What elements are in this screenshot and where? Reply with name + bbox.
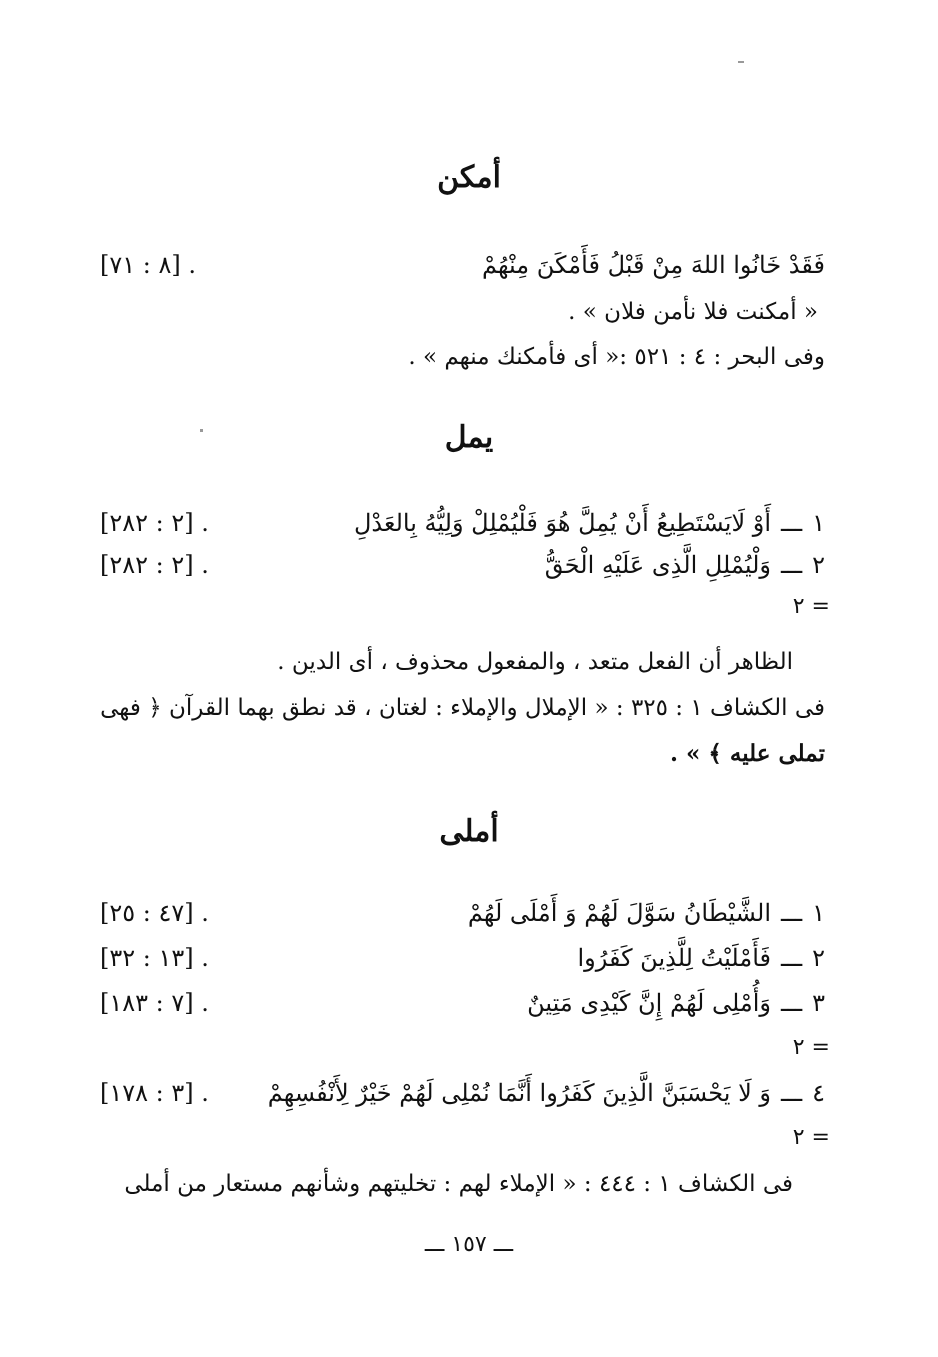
verse-reference: [٤٧ : ٢٥] .: [100, 899, 209, 927]
verse-text: وَأُمْلِى لَهُمْ إِنَّ كَيْدِى مَتِينٌ: [527, 989, 772, 1017]
note-line: فى الكشاف ١ : ٤٤٤ : « الإملاء لهم : تخليتهم وشأنهم مستعار من أملى: [124, 1171, 793, 1197]
verse-number: ٢: [812, 551, 825, 579]
page-number: ـــ ١٥٧ ـــ: [424, 1232, 514, 1257]
verse-text: فَأَمْلَيْتُ لِلَّذِينَ كَفَرُوا: [577, 944, 772, 972]
verse-line: [100, 503, 825, 543]
note-line: وفى البحر : ٤ : ٥٢١ :« أى فأمكنك منهم » .: [408, 344, 825, 370]
scan-speck: [738, 61, 744, 63]
verse-number: ٣: [812, 989, 825, 1017]
verse-dash: ـــ: [781, 989, 803, 1017]
verse-dash: ـــ: [781, 509, 803, 537]
verse-reference: [٣ : ١٧٨] .: [100, 1079, 209, 1107]
verse-reference: [٨ : ٧١] .: [100, 251, 197, 279]
verse-line: [100, 245, 825, 285]
verse-dash: ـــ: [781, 551, 803, 579]
equals-marker: = ٢: [792, 1125, 830, 1150]
verse-text: فَقَدْ خَانُوا اللهَ مِنْ قَبْلُ فَأَمْكَنَ مِنْهُمْ: [482, 251, 825, 279]
verse-line: [100, 893, 825, 933]
equals-marker: = ٢: [792, 594, 830, 619]
section-title-amkan: أمكن: [437, 160, 501, 195]
verse-text: وَلْيُمْلِلِ الَّذِى عَلَيْهِ الْحَقُّ: [544, 551, 772, 579]
verse-reference: [١٣ : ٣٢] .: [100, 944, 209, 972]
verse-text: وَ لَا يَحْسَبَنَّ الَّذِينَ كَفَرُوا أَنَّمَا نُمْلِى لَهُمْ خَيْرٌ لِأَنْفُسِهِمْ: [267, 1079, 772, 1107]
verse-number: ١: [812, 899, 825, 927]
verse-line: [100, 983, 825, 1023]
verse-line: [100, 938, 825, 978]
note-line: الظاهر أن الفعل متعد ، والمفعول محذوف ، أى الدين .: [277, 649, 793, 675]
section-title-yamil: يمل: [444, 420, 494, 455]
verse-line: [100, 1073, 825, 1113]
verse-number: ٤: [812, 1079, 825, 1107]
verse-text: الشَّيْطَانُ سَوَّلَ لَهُمْ وَ أَمْلَى لَهُمْ: [467, 899, 772, 927]
verse-number: ٢: [812, 944, 825, 972]
verse-dash: ـــ: [781, 944, 803, 972]
verse-reference: [٢ : ٢٨٢] .: [100, 551, 209, 579]
verse-line: [100, 545, 825, 585]
verse-number: ١: [812, 509, 825, 537]
note-line: تملى عليه ﴾ » .: [670, 740, 825, 767]
section-title-amla: أملى: [439, 814, 499, 849]
equals-marker: = ٢: [792, 1035, 830, 1060]
note-line: « أمكنت فلا نأمن فلان » .: [568, 299, 818, 325]
verse-dash: ـــ: [781, 1079, 803, 1107]
verse-reference: [٢ : ٢٨٢] .: [100, 509, 209, 537]
scan-speck: [200, 429, 203, 432]
verse-text: أَوْ لَايَسْتَطِيعُ أَنْ يُمِلَّ هُوَ فَلْيُمْلِلْ وَلِيُّهُ بِالعَدْلِ: [353, 509, 772, 537]
verse-reference: [٧ : ١٨٣] .: [100, 989, 209, 1017]
note-line: فى الكشاف ١ : ٣٢٥ : « الإملال والإملاء : لغتان ، قد نطق بهما القرآن ﴿ فهى: [100, 695, 825, 721]
verse-dash: ـــ: [781, 899, 803, 927]
